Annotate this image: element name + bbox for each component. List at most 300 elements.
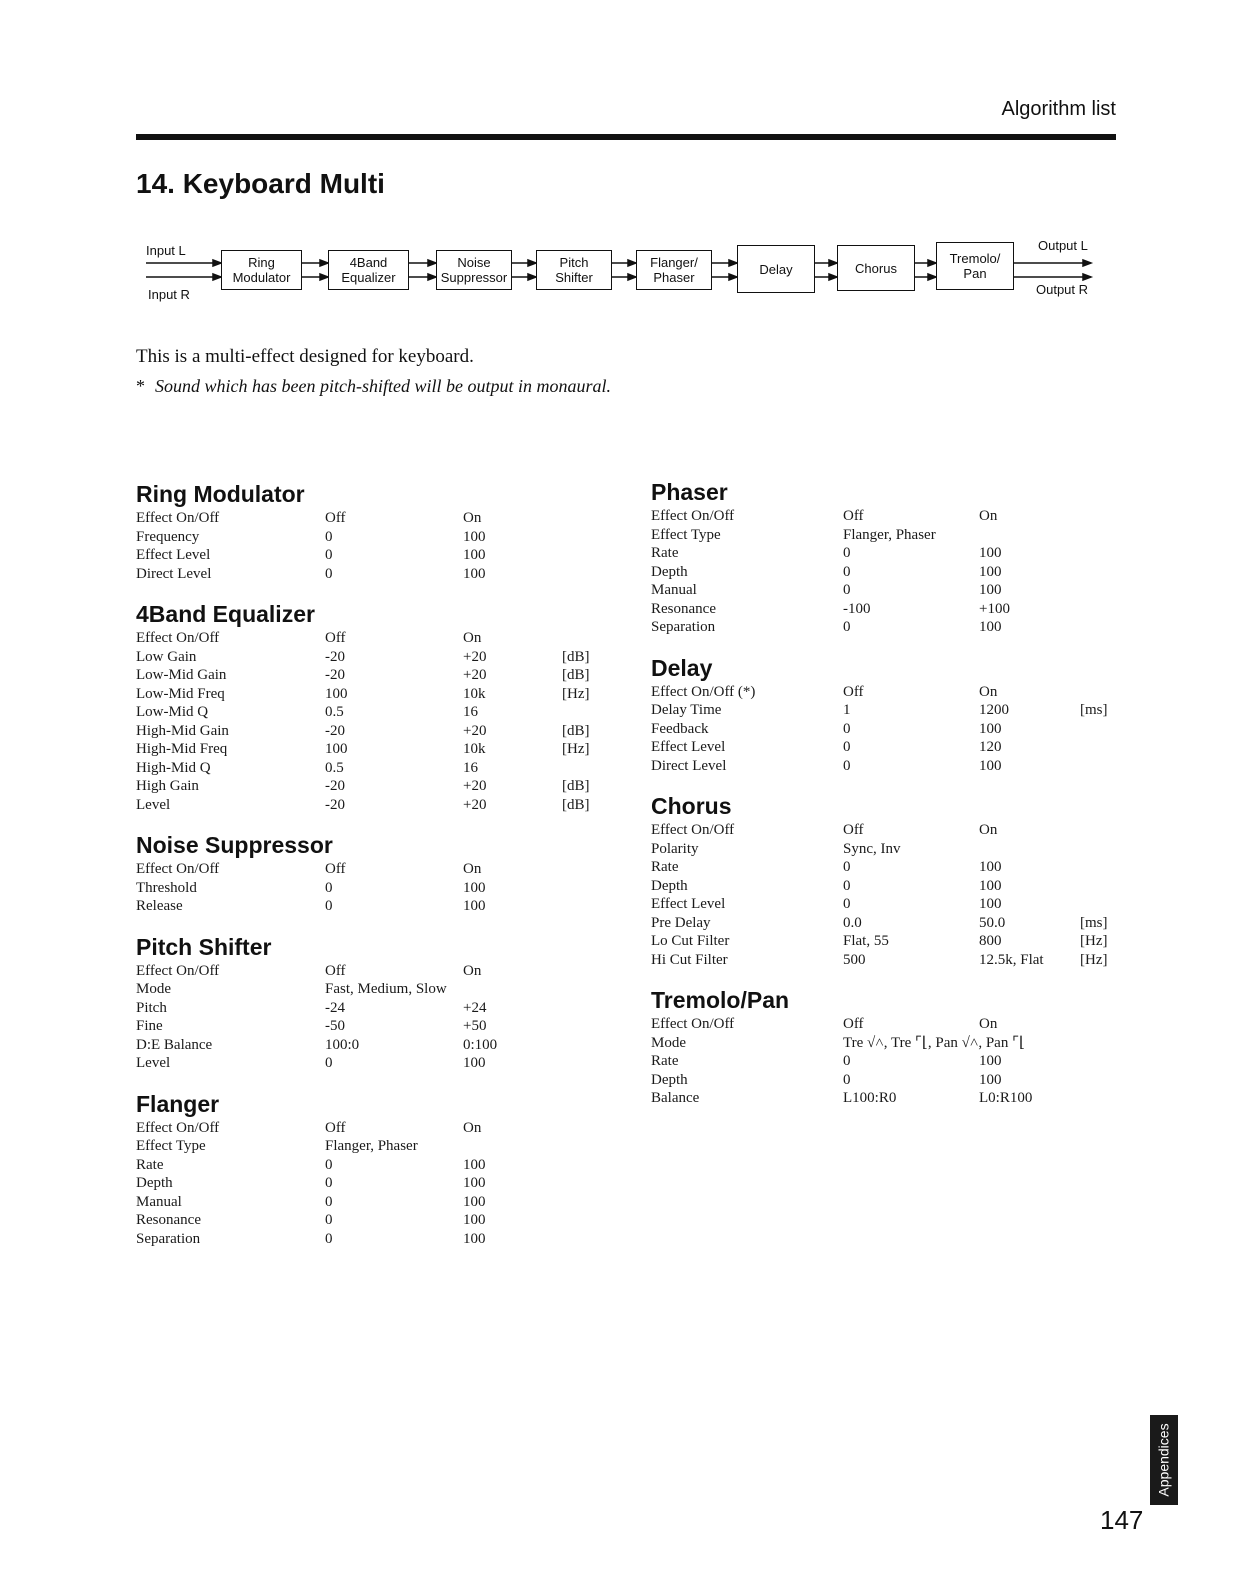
param-row [136,1054,590,1073]
param-row [136,1156,590,1175]
flow-arrow [428,274,436,280]
left-column [136,481,590,1266]
param-max: 100 [979,619,1002,635]
flow-arrow [213,260,221,266]
param-row [136,546,590,565]
param-min: Off [325,1119,346,1136]
param-unit: [dB] [562,648,590,665]
param-row [136,703,590,722]
param-name: Rate [651,1053,679,1069]
param-max: On [979,822,998,838]
param-max: 100 [979,896,1002,912]
param-unit: [dB] [562,667,590,683]
input-l-label: Input L [146,243,186,258]
flow-arrow [320,274,328,280]
param-wide: Flanger, Phaser [843,526,936,543]
appendices-tab-label: Appendices [1156,1423,1173,1497]
param-row [651,932,1108,951]
param-max: 100 [463,898,486,914]
block-label: Tremolo/ [949,251,1001,266]
param-name: High-Mid Q [136,759,211,776]
param-max: On [979,683,998,700]
param-min: -20 [325,722,345,739]
param-section [136,481,590,583]
param-wide: Sync, Inv [843,840,901,857]
param-name: Effect On/Off [136,510,220,526]
param-max: 100 [979,859,1002,875]
param-max: 1200 [979,702,1009,718]
param-max: +20 [463,667,487,683]
flow-arrow [729,260,737,266]
param-min: 0 [325,898,333,914]
param-min: 0.5 [325,704,344,720]
param-min: 0 [325,1156,333,1173]
param-name: Separation [136,1230,201,1247]
param-max: On [463,510,482,526]
header-rule [136,134,1116,140]
param-row [651,877,1108,896]
param-row [651,1089,1108,1108]
block-pitch-shifter [536,250,612,290]
param-name: Depth [651,563,688,580]
param-name: Mode [651,1034,686,1051]
param-row [651,1052,1108,1071]
param-section [651,987,1108,1108]
param-min: 0 [843,545,851,561]
param-name: Polarity [651,840,699,857]
block-label: Pan [963,266,987,281]
param-row [136,685,590,704]
param-name: Rate [651,859,679,875]
param-row [651,720,1108,739]
param-max: +20 [463,722,487,739]
param-min: 0 [325,1230,333,1247]
param-name: Feedback [651,720,709,737]
param-max: 100 [463,1230,486,1247]
param-min: 0.5 [325,759,344,776]
param-min: -20 [325,667,345,683]
param-section [651,793,1108,969]
param-min: 0 [843,859,851,875]
param-name: Level [136,796,171,813]
param-section [136,832,590,916]
param-name: Fine [136,1018,163,1034]
param-row [651,1015,1108,1034]
param-name: Effect On/Off (*) [651,683,756,700]
param-row [136,759,590,778]
param-row [136,509,590,528]
param-row [136,897,590,916]
param-name: Mode [136,981,171,997]
param-row [651,858,1108,877]
param-row [651,914,1108,933]
section-title: Tremolo/Pan [651,987,790,1013]
param-row [136,1017,590,1036]
param-min: 0 [325,547,333,563]
param-min: 0 [843,1053,851,1069]
block-ring-modulator [221,250,302,290]
param-max: 16 [463,759,478,776]
right-column [651,479,1108,1126]
param-max: 100 [463,1156,486,1173]
section-title: Phaser [651,479,728,505]
appendices-tab [1150,1415,1178,1505]
section-title: 4Band Equalizer [136,601,315,627]
param-min: 0 [843,720,851,737]
param-max: 100 [463,565,486,582]
flow-arrow [928,274,936,280]
param-max: 100 [979,582,1002,598]
param-name: Rate [651,545,679,561]
param-min: Off [843,822,864,838]
intro-text: This is a multi-effect designed for keyboard. [136,346,474,367]
block-delay [737,245,815,293]
param-name: Effect On/Off [651,822,735,838]
param-max: 100 [463,1055,486,1071]
param-name: Direct Level [136,565,212,582]
param-unit: [ms] [1080,914,1108,931]
param-row [136,796,590,815]
param-max: 100 [463,1212,486,1228]
param-name: Effect On/Off [136,630,220,646]
param-name: Balance [651,1090,700,1106]
block-label: Modulator [232,270,291,285]
param-section [136,601,590,814]
param-max: 16 [463,704,478,720]
param-row [136,629,590,648]
param-min: Flat, 55 [843,933,889,949]
flow-arrow [213,274,221,280]
param-min: 0 [843,877,851,894]
block-label: 4Band [349,255,388,270]
param-unit: [Hz] [1080,951,1108,968]
param-section [651,655,1108,776]
param-min: -24 [325,999,345,1016]
block-label: Flanger/ [650,255,698,270]
param-max: 12.5k, Flat [979,951,1044,968]
param-min: 0 [325,1055,333,1071]
param-min: 500 [843,951,866,968]
param-min: 0 [325,528,333,545]
param-max: 100 [463,879,486,896]
param-row [136,879,590,898]
param-max: 50.0 [979,914,1006,931]
param-row [136,1137,590,1156]
param-min: -50 [325,1018,345,1034]
param-name: Depth [136,1175,173,1191]
param-row [651,821,1108,840]
param-min: 0 [325,1175,333,1191]
param-max: L0:R100 [979,1090,1033,1106]
param-row [651,563,1108,582]
param-min: 0 [843,1071,851,1088]
param-row [136,528,590,547]
param-name: Low-Mid Q [136,704,209,720]
param-row [136,980,590,999]
block-label: Equalizer [341,270,396,285]
param-max: On [463,1119,482,1136]
param-name: Effect Type [651,526,721,543]
param-row [136,1193,590,1212]
section-title: Chorus [651,793,732,819]
param-min: Off [325,630,346,646]
param-name: Effect Level [651,739,726,755]
param-name: Resonance [136,1212,201,1228]
param-max: 100 [463,1175,486,1191]
param-min: -20 [325,648,345,665]
param-max: 10k [463,685,486,702]
param-max: 10k [463,741,486,757]
block-flanger-phaser [636,250,712,290]
block-label: Noise [457,255,491,270]
param-unit: [dB] [562,722,590,739]
section-title: Flanger [136,1090,220,1117]
param-min: 1 [843,702,851,718]
param-name: Manual [651,582,697,598]
param-name: Effect On/Off [136,861,220,877]
param-section [136,1091,590,1249]
block-tremolo-pan [936,242,1014,290]
param-row [651,544,1108,563]
param-row [136,1211,590,1230]
flow-arrow [628,274,636,280]
param-min: 0 [325,1212,333,1228]
param-wide: Flanger, Phaser [325,1138,418,1154]
param-min: 0 [843,896,851,912]
block-chorus [837,245,915,291]
input-r-label: Input R [148,287,190,302]
param-name: Low-Mid Gain [136,667,227,683]
param-section [651,479,1108,637]
param-max: On [979,1016,998,1032]
param-min: Off [325,962,346,979]
flow-arrow [829,274,837,280]
param-max: 100 [979,1071,1002,1088]
block-label: Pitch [559,255,589,270]
param-min: 100 [325,685,348,702]
param-wide: Tre √˄, Tre ⌜⌊, Pan √˄, Pan ⌜⌊ [843,1034,1025,1051]
param-max: 100 [979,877,1002,894]
param-max: +20 [463,648,487,665]
flow-arrow [928,260,936,266]
param-min: Off [843,1016,864,1032]
param-max: 100 [979,720,1002,737]
flow-arrow [628,260,636,266]
param-max: +20 [463,778,487,794]
param-min: 0 [325,879,333,896]
param-unit: [ms] [1080,702,1108,718]
param-row [651,600,1108,619]
param-row [136,1036,590,1055]
param-name: Effect On/Off [136,1119,220,1136]
param-max: 120 [979,739,1002,755]
param-name: High-Mid Gain [136,722,229,739]
param-min: 0 [843,757,851,774]
param-row [136,1230,590,1249]
flow-arrow [320,260,328,266]
param-row [136,740,590,759]
param-max: On [979,508,998,524]
flow-arrow [1083,274,1091,280]
param-name: Lo Cut Filter [651,933,730,949]
param-name: Effect Level [651,896,726,912]
param-row [651,683,1108,702]
section-title: Delay [651,654,713,681]
param-min: -20 [325,778,345,794]
param-min: 100:0 [325,1036,360,1053]
param-min: Off [843,683,864,700]
param-name: Threshold [136,879,197,896]
param-unit: [dB] [562,796,590,813]
param-section [136,934,590,1073]
param-max: 100 [463,547,486,563]
param-min: -20 [325,796,345,813]
flow-arrow [829,260,837,266]
output-l-label: Output L [1038,238,1088,253]
param-name: Effect Level [136,547,211,563]
param-row [651,738,1108,757]
param-row [651,701,1108,720]
param-min: 0 [843,563,851,580]
param-min: 100 [325,741,348,757]
page-number: 147 [1100,1505,1144,1535]
param-row [651,1034,1108,1053]
param-name: Pre Delay [651,914,711,931]
param-max: 100 [979,563,1002,580]
signal-flow-diagram [146,237,1096,307]
param-wide: Fast, Medium, Slow [325,981,447,997]
param-row [136,1174,590,1193]
running-header: Algorithm list [1001,98,1116,120]
block-label: Ring [248,255,275,270]
block-label: Suppressor [440,270,508,285]
param-max: 0:100 [463,1036,498,1053]
param-min: 0 [325,565,333,582]
param-name: Low-Mid Freq [136,685,225,702]
param-min: 0 [843,582,851,598]
param-max: +24 [463,999,487,1016]
param-unit: [dB] [562,778,590,794]
param-min: 0 [325,1193,333,1210]
param-max: On [463,962,482,979]
param-name: High Gain [136,778,199,794]
param-name: Effect Type [136,1138,206,1154]
block-label: Chorus [855,260,897,276]
param-name: Pitch [136,999,167,1016]
param-row [651,1071,1108,1090]
param-row [651,581,1108,600]
param-row [651,507,1108,526]
param-unit: [Hz] [562,741,590,757]
flow-arrow [528,260,536,266]
param-max: On [463,861,482,877]
param-row [136,999,590,1018]
block-label: Shifter [555,270,593,285]
param-max: 100 [463,528,486,545]
param-max: 100 [979,545,1002,561]
param-min: 0.0 [843,914,862,931]
param-name: Direct Level [651,757,727,774]
param-max: 100 [979,757,1002,774]
param-min: Off [843,508,864,524]
section-title: Pitch Shifter [136,933,272,960]
param-name: Depth [651,1071,688,1088]
param-row [136,722,590,741]
param-row [651,895,1108,914]
param-row [136,860,590,879]
param-row [136,777,590,796]
flow-arrow [428,260,436,266]
param-name: Manual [136,1193,182,1210]
param-row [651,757,1108,776]
block-label: Delay [759,261,793,277]
param-unit: [Hz] [1080,933,1108,949]
param-max: On [463,630,482,646]
param-min: Off [325,861,346,877]
param-max: 800 [979,933,1002,949]
param-row [136,648,590,667]
param-min: -100 [843,600,871,617]
param-row [651,951,1108,970]
param-name: D:E Balance [136,1036,213,1053]
param-name: Effect On/Off [136,962,220,979]
footnote-text: Sound which has been pitch-shifted will be output in monaural. [155,376,611,396]
section-title: Ring Modulator [136,481,305,507]
param-name: Low Gain [136,648,197,665]
param-name: Delay Time [651,702,722,718]
block-noise-suppressor [436,250,512,290]
param-min: 0 [843,739,851,755]
param-row [651,840,1108,859]
section-title: Noise Suppressor [136,832,333,858]
param-row [136,565,590,584]
param-min: Off [325,510,346,526]
param-name: Release [136,898,183,914]
param-name: Frequency [136,528,200,545]
param-name: Effect On/Off [651,508,735,524]
param-max: 100 [463,1193,486,1210]
footnote [136,376,611,397]
param-row [136,962,590,981]
param-row [136,1119,590,1138]
param-max: +50 [463,1018,487,1034]
param-row [651,526,1108,545]
page-title: 14. Keyboard Multi [136,168,385,199]
param-name: Hi Cut Filter [651,951,728,968]
block-4band-equalizer [328,250,409,290]
param-max: 100 [979,1053,1002,1069]
param-name: Level [136,1055,171,1071]
param-name: Resonance [651,600,716,617]
output-r-label: Output R [1036,282,1089,297]
flow-arrow [528,274,536,280]
param-row [651,618,1108,637]
param-unit: [Hz] [562,685,590,702]
param-min: L100:R0 [843,1090,897,1106]
flow-arrow [729,274,737,280]
param-name: Effect On/Off [651,1016,735,1032]
param-name: Rate [136,1156,164,1173]
param-min: 0 [843,619,851,635]
param-max: +20 [463,796,487,813]
param-name: High-Mid Freq [136,741,228,757]
param-name: Separation [651,619,716,635]
param-name: Depth [651,877,688,894]
footnote-mark: * [136,376,145,396]
block-label: Phaser [653,270,695,285]
param-row [136,666,590,685]
flow-arrow [1083,260,1091,266]
